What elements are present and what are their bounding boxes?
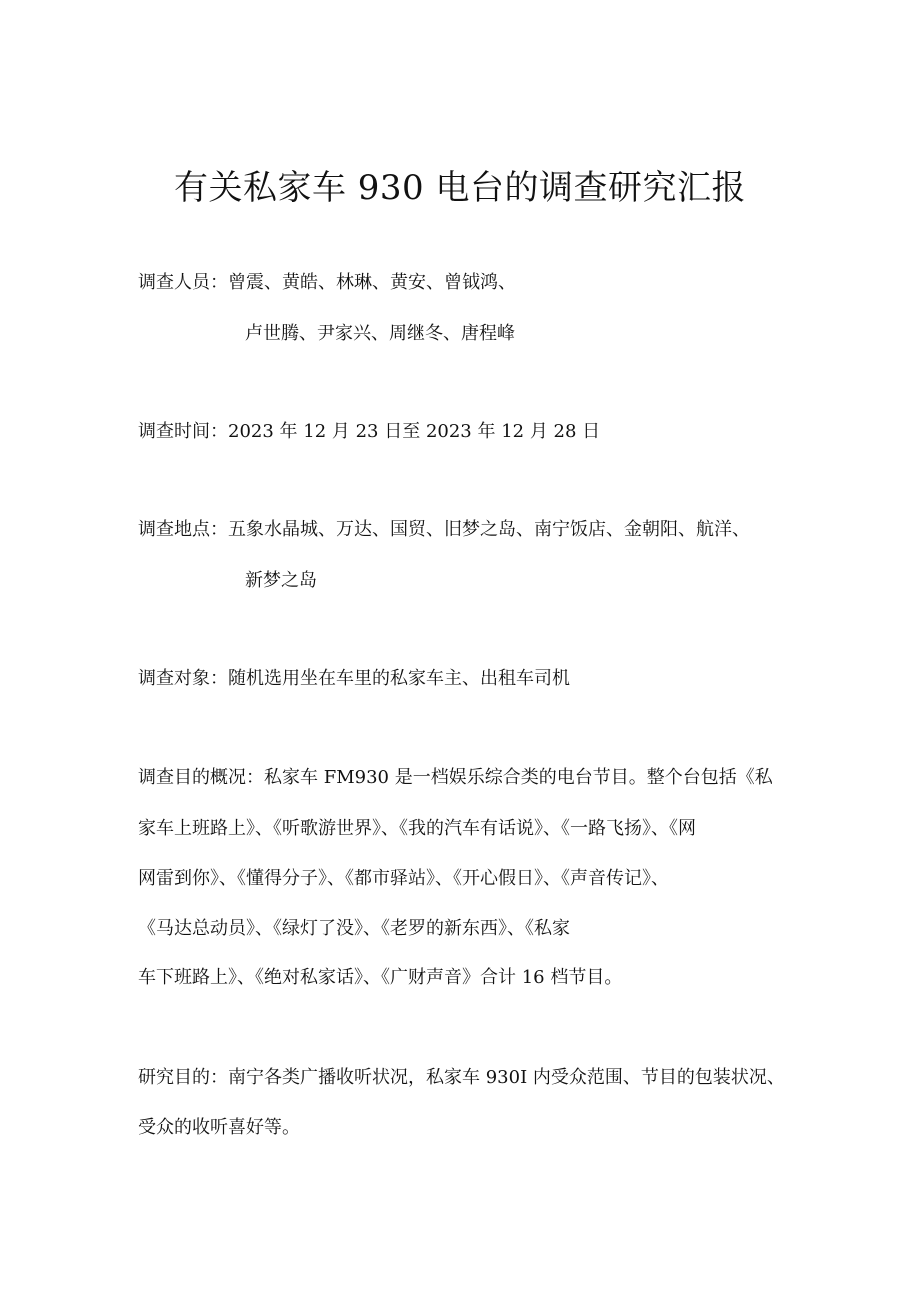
- overview-text-3: 网雷到你》、《懂得分子》、《都市驿站》、《开心假日》、《声音传记》、: [138, 868, 669, 889]
- investigators-names-2: 卢世腾、尹家兴、周继冬、唐程峰: [245, 323, 515, 344]
- location-value-1: 五象水晶城、万达、国贸、旧梦之岛、南宁饭店、金朝阳、航洋、: [228, 519, 750, 540]
- subject-value: 随机选用坐在车里的私家车主、出租车司机: [228, 668, 570, 689]
- purpose-text-2: 受众的收听喜好等。: [138, 1117, 300, 1138]
- time-value: 2023 年 12 月 23 日至 2023 年 12 月 28 日: [228, 421, 601, 442]
- time-line: [138, 420, 600, 444]
- investigators-label: 调查人员：: [138, 272, 228, 293]
- purpose-line-1: [138, 1066, 785, 1090]
- purpose-text-1: 南宁各类广播收听状况，私家车 930I 内受众范围、节目的包装状况、: [228, 1067, 785, 1088]
- subject-line: [138, 667, 570, 691]
- overview-text-1: 私家车 FM930 是一档娱乐综合类的电台节目。整个台包括《私: [264, 767, 773, 788]
- location-line-1: [138, 518, 750, 542]
- location-value-2: 新梦之岛: [245, 570, 317, 591]
- investigators-line-1: [138, 271, 516, 295]
- overview-line-1: [138, 766, 773, 790]
- overview-text-2: 家车上班路上》、《听歌游世界》、《我的汽车有话说》、《一路飞扬》、《网: [138, 818, 696, 839]
- overview-text-5: 车下班路上》、《绝对私家话》、《广财声音》合计 16 档节目。: [138, 967, 623, 988]
- investigators-names-1: 曾震、黄皓、林琳、黄安、曾钺鸿、: [228, 272, 516, 293]
- subject-label: 调查对象：: [138, 668, 228, 689]
- time-label: 调查时间：: [138, 421, 228, 442]
- purpose-label: 研究目的：: [138, 1067, 228, 1088]
- overview-label: 调查目的概况：: [138, 767, 264, 788]
- document-title: 有关私家车 930 电台的调查研究汇报: [173, 168, 746, 208]
- location-label: 调查地点：: [138, 519, 228, 540]
- overview-text-4: 《马达总动员》、《绿灯了没》、《老罗的新东西》、《私家: [138, 918, 570, 939]
